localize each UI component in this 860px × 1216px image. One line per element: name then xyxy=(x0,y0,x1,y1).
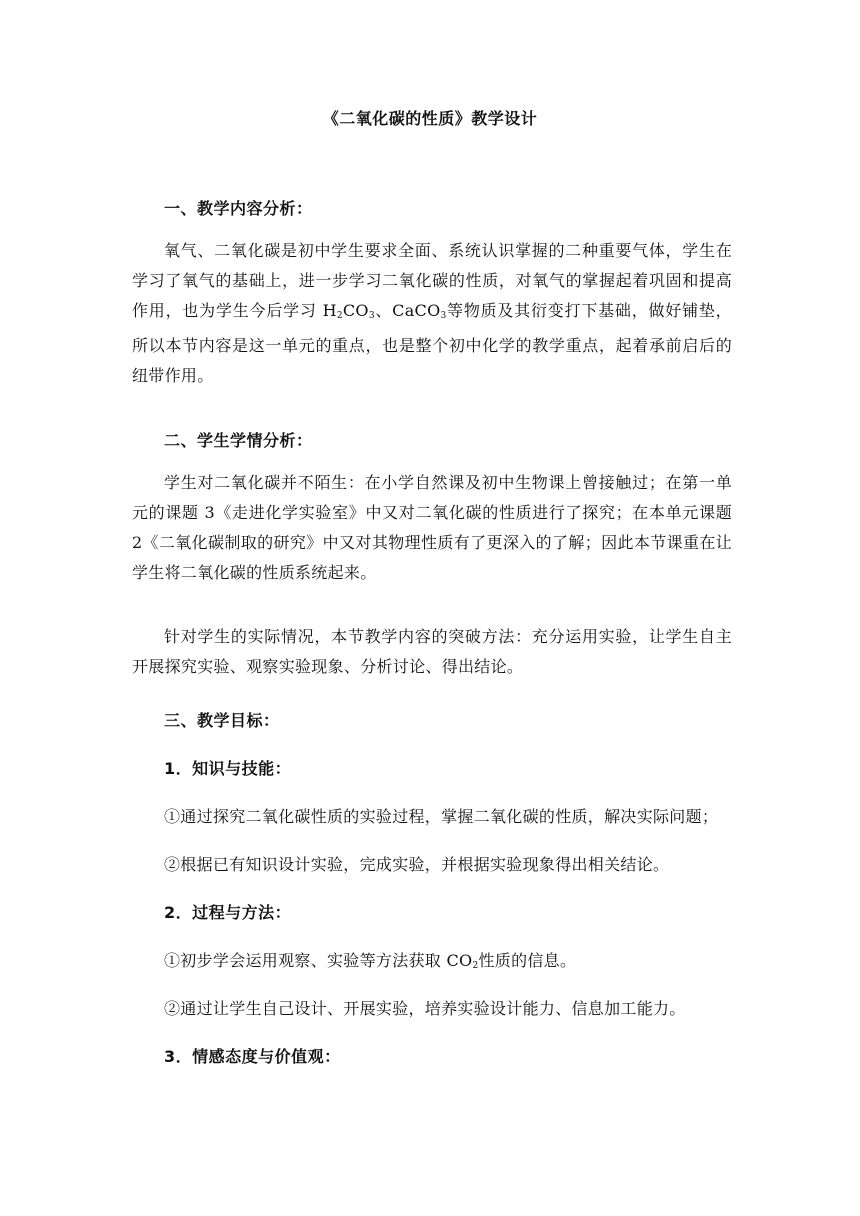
section-heading-teaching-goals: 三、教学目标： xyxy=(164,711,280,730)
subheading-attitudes-values: 3．情感态度与价值观： xyxy=(164,1047,341,1066)
paragraph-text: CO xyxy=(342,301,369,320)
subheading-knowledge-skills: 1．知识与技能： xyxy=(164,759,292,778)
paragraph-student-analysis-2: 针对学生的实际情况，本节教学内容的突破方法：充分运用实验，让学生自主开展探究实验、观察实验现象、分析讨论、得出结论。 xyxy=(132,627,732,676)
paragraph-text: 氧气、二氧化碳是初中学生要求全面、系统认识掌握的二种重要气体，学生在学习了氧气的基础上，进一步学习二氧化碳的性质，对氧气的掌握起着巩固和提高作用，也为学生今后学习 H xyxy=(132,241,732,320)
goal-item: ②根据已有知识设计实验，完成实验，并根据实验现象得出相关结论。 xyxy=(164,855,670,874)
paragraph-content-analysis xyxy=(132,236,732,391)
goal-text: ①初步学会运用观察、实验等方法获取 CO xyxy=(164,951,473,970)
subscript: 2 xyxy=(472,961,479,971)
goal-text: 性质的信息。 xyxy=(478,951,577,970)
document-title: 《二氧化碳的性质》教学设计 xyxy=(322,109,538,128)
paragraph-text: 、CaCO xyxy=(374,301,441,320)
subscript: 3 xyxy=(368,311,375,321)
subscript: 2 xyxy=(336,311,343,321)
goal-item: ②通过让学生自己设计、开展实验，培养实验设计能力、信息加工能力。 xyxy=(164,999,686,1018)
paragraph-student-analysis-1: 学生对二氧化碳并不陌生：在小学自然课及初中生物课上曾接触过；在第一单元的课题 3《走进化学实验室》中又对二氧化碳的性质进行了探究；在本单元课题 2《二氧化碳制取的研究》中又对其物理性质有了更深入的了解；因此本节课重在让学生将二氧化碳的性质系统起来。 xyxy=(132,473,732,582)
section-heading-content-analysis: 一、教学内容分析： xyxy=(164,199,313,218)
section-heading-student-analysis: 二、学生学情分析： xyxy=(164,431,313,450)
paragraph-text: 等物质及其衍变打下基础，做好铺垫，所以本节内容是这一单元的重点，也是整个初中化学的教学重点，起着承前启后的纽带作用。 xyxy=(132,301,732,385)
goal-item xyxy=(164,948,576,971)
subheading-process-methods: 2．过程与方法： xyxy=(164,903,292,922)
subscript: 3 xyxy=(440,311,447,321)
goal-item: ①通过探究二氧化碳性质的实验过程，掌握二氧化碳的性质，解决实际问题； xyxy=(164,807,719,826)
